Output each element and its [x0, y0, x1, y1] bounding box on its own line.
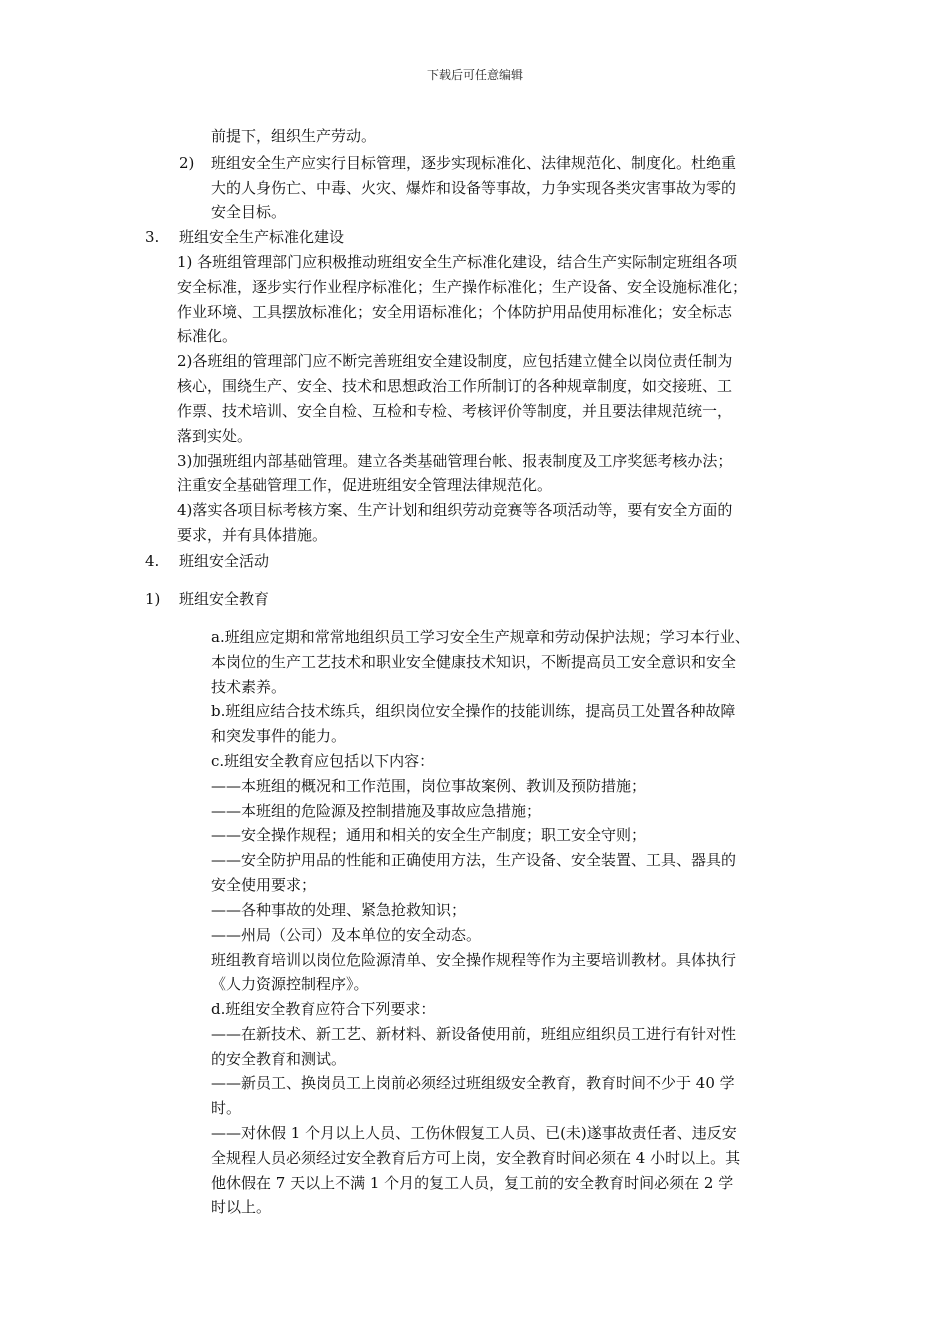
section-heading: 班组安全生产标准化建设 — [179, 228, 345, 246]
page-header: 下载后可任意编辑 — [426, 68, 523, 82]
paragraph-line: 大的人身伤亡、中毒、火灾、爆炸和设备等事故，力争实现各类灾害事故为零的 — [211, 179, 737, 197]
section-number: 3. — [145, 228, 160, 246]
paragraph-line: 安全目标。 — [211, 203, 287, 221]
section-heading: 班组安全活动 — [179, 552, 270, 570]
subsection-heading: 班组安全教育 — [179, 590, 270, 608]
paragraph-line: 安全标准，逐步实行作业程序标准化；生产操作标准化；生产设备、安全设施标准化； — [177, 278, 748, 296]
list-item: ——安全操作规程；通用和相关的安全生产制度；职工安全守则； — [211, 826, 647, 844]
paragraph-line: 注重安全基础管理工作，促进班组安全管理法律规范化。 — [177, 476, 553, 494]
section-number: 4. — [145, 552, 160, 570]
paragraph-line: b.班组应结合技术练兵，组织岗位安全操作的技能训练，提高员工处置各种故障 — [211, 702, 736, 720]
list-item: 的安全教育和测试。 — [211, 1050, 347, 1068]
paragraph-line: 4)落实各项目标考核方案、生产计划和组织劳动竞赛等各项活动等，要有安全方面的 — [177, 501, 733, 519]
paragraph-line: 2)各班组的管理部门应不断完善班组安全建设制度，应包括建立健全以岗位责任制为 — [177, 352, 733, 370]
list-item: 全规程人员必须经过安全教育后方可上岗，安全教育时间必须在 4 小时以上。其 — [211, 1149, 741, 1167]
list-item: ——本班组的危险源及控制措施及事故应急措施； — [211, 802, 542, 820]
paragraph-line: c.班组安全教育应包括以下内容： — [211, 752, 435, 770]
paragraph-line: 班组安全生产应实行目标管理，逐步实现标准化、法律规范化、制度化。杜绝重 — [211, 154, 737, 172]
list-item: 安全使用要求； — [211, 876, 317, 894]
list-item: ——安全防护用品的性能和正确使用方法，生产设备、安全装置、工具、器具的 — [211, 851, 737, 869]
list-item: ——各种事故的处理、紧急抢救知识； — [211, 901, 467, 919]
paragraph-line: 班组教育培训以岗位危险源清单、安全操作规程等作为主要培训教材。具体执行 — [211, 951, 737, 969]
item-number: 2) — [179, 154, 195, 172]
paragraph-line: 作业环境、工具摆放标准化；安全用语标准化；个体防护用品使用标准化；安全标志 — [177, 303, 733, 321]
list-item: ——州局（公司）及本单位的安全动态。 — [211, 926, 482, 944]
subsection-number: 1) — [145, 590, 161, 608]
paragraph-line: 核心，围绕生产、安全、技术和思想政治工作所制订的各种规章制度，如交接班、工 — [177, 377, 733, 395]
paragraph-line: 和突发事件的能力。 — [211, 727, 347, 745]
list-item: ——对休假 1 个月以上人员、工伤休假复工人员、已(未)遂事故责任者、违反安 — [211, 1124, 737, 1142]
paragraph-line: d.班组安全教育应符合下列要求： — [211, 1000, 436, 1018]
paragraph-line: 落到实处。 — [177, 427, 253, 445]
list-item: ——在新技术、新工艺、新材料、新设备使用前，班组应组织员工进行有针对性 — [211, 1025, 737, 1043]
paragraph-line: 1) 各班组管理部门应积极推动班组安全生产标准化建设，结合生产实际制定班组各项 — [177, 253, 738, 271]
list-item: 时。 — [211, 1099, 242, 1117]
paragraph-line: a.班组应定期和常常地组织员工学习安全生产规章和劳动保护法规；学习本行业、 — [211, 628, 750, 646]
list-item: ——本班组的概况和工作范围，岗位事故案例、教训及预防措施； — [211, 777, 647, 795]
list-item: 他休假在 7 天以上不满 1 个月的复工人员，复工前的安全教育时间必须在 2 学 — [211, 1174, 734, 1192]
paragraph-line: 本岗位的生产工艺技术和职业安全健康技术知识，不断提高员工安全意识和安全 — [211, 653, 737, 671]
paragraph-line: 作票、技术培训、安全自检、互检和专检、考核评价等制度，并且要法律规范统一， — [177, 402, 733, 420]
prev-line: 前提下，组织生产劳动。 — [211, 127, 377, 145]
list-item: 时以上。 — [211, 1198, 272, 1216]
paragraph-line: 标准化。 — [177, 327, 238, 345]
list-item: ——新员工、换岗员工上岗前必须经过班组级安全教育，教育时间不少于 40 学 — [211, 1074, 735, 1092]
paragraph-line: 技术素养。 — [211, 678, 287, 696]
paragraph-line: 3)加强班组内部基础管理。建立各类基础管理台帐、报表制度及工序奖惩考核办法； — [177, 452, 733, 470]
paragraph-line: 《人力资源控制程序》。 — [211, 975, 369, 993]
paragraph-line: 要求，并有具体措施。 — [177, 526, 328, 544]
